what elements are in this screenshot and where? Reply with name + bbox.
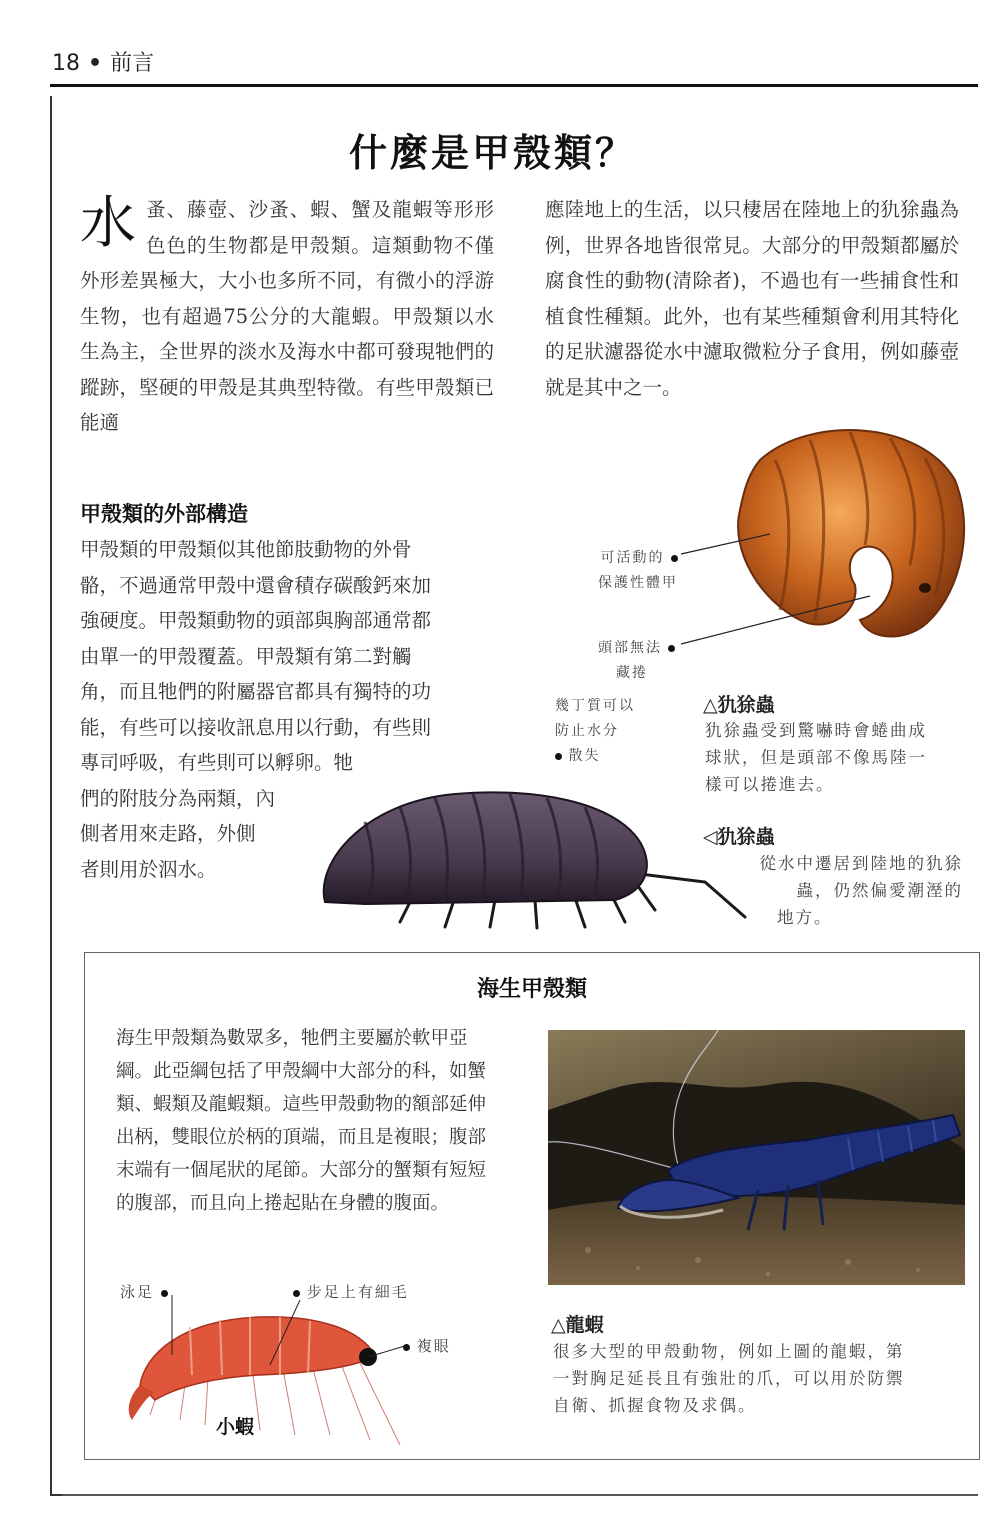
structure-line: 者則用於泅水。 <box>80 857 217 881</box>
label-line: 散失 <box>568 748 601 764</box>
label-head-not-rolled <box>598 636 675 686</box>
caption-line: 地方。 <box>777 908 833 927</box>
marine-line: 類、蝦類及龍蝦類。這些甲殼動物的額部延伸 <box>116 1094 487 1115</box>
label-dot <box>555 753 562 760</box>
page-frame-bottom <box>62 1494 978 1496</box>
isopod-eye <box>919 583 931 593</box>
dropcap: 水 <box>80 191 136 256</box>
page-title: 什麼是甲殼類？ <box>348 130 636 175</box>
label-swimming-legs <box>120 1280 168 1305</box>
label-chitin <box>555 694 635 769</box>
label-line: 頭部無法 <box>598 640 662 656</box>
page-number: 18 <box>52 51 80 76</box>
marine-line: 的腹部，而且向上捲起貼在身體的腹面。 <box>116 1193 450 1214</box>
structure-line: 由單一的甲殼覆蓋。甲殼類有第二對觸 <box>80 644 412 668</box>
caption-line: 自衛、抓握食物及求偶。 <box>553 1396 757 1415</box>
label-text: 複眼 <box>416 1337 451 1355</box>
structure-line: 能，有些可以接收訊息用以行動，有些則 <box>80 715 432 739</box>
structure-line: 專司呼吸，有些則可以孵卵。牠 <box>80 751 354 774</box>
callout-lines-rolled <box>675 530 875 660</box>
caption-line: 從水中遷居到陸地的犰狳 <box>759 854 963 873</box>
triangle-up-icon: △ <box>703 694 718 716</box>
caption-line: 犰狳蟲受到驚嚇時會蜷曲成 <box>705 721 927 740</box>
structure-line: 角，而且牠們的附屬器官都具有獨特的功 <box>80 680 432 703</box>
intro-left-column <box>80 192 494 441</box>
label-compound-eye <box>403 1334 451 1359</box>
lobster-photo <box>548 1030 965 1285</box>
caption-lobster-text <box>553 1338 905 1419</box>
label-dot <box>161 1290 168 1297</box>
caption-line: 一對胸足延長且有強壯的爪，可以用於防禦 <box>553 1369 905 1388</box>
structure-line: 骼，不過通常甲殼中還會積存碳酸鈣來加 <box>80 573 432 597</box>
marine-text <box>116 1022 526 1220</box>
intro-right-column: 應陸地上的生活，以只棲居在陸地上的犰狳蟲為例，世界各地皆很常見。大部分的甲殼類都屬於腐食性的動物(清除者)，不過也有一些捕食性和植食性種類。此外，也有某些種類會利用其特化的足狀濾器從水中濾取微粒分子食用，例如藤壺就是其中之一。 <box>545 198 959 399</box>
marine-title: 海生甲殼類 <box>476 977 587 1002</box>
label-dot <box>293 1290 300 1297</box>
label-movable-armor <box>598 546 678 596</box>
label-dot <box>668 645 675 652</box>
label-dot <box>403 1344 410 1351</box>
label-text: 泳足 <box>120 1283 155 1301</box>
walking-isopod-illustration <box>305 782 755 932</box>
marine-line: 末端有一個尾狀的尾節。大部分的蟹類有短短 <box>116 1160 487 1181</box>
caption-heading-text: 龍蝦 <box>565 1314 604 1336</box>
label-line: 可活動的 <box>600 550 665 566</box>
label-dot <box>671 555 678 562</box>
separator-dot: • <box>88 51 103 76</box>
structure-line: 側者用來走路，外側 <box>80 822 256 845</box>
caption-line: 樣可以捲進去。 <box>705 775 835 794</box>
caption-rolled-heading <box>703 690 775 717</box>
marine-line: 海生甲殼類為數眾多，牠們主要屬於軟甲亞 <box>116 1028 468 1049</box>
intro-left-text: 蚤、藤壺、沙蚤、蝦、蟹及龍蝦等形形色色的生物都是甲殼類。這類動物不僅外形差異極大，大小也多所不同，有微小的浮游生物，也有超過75公分的大龍蝦。甲殼類以水生為主，全世界的淡水及海水中都可發現牠們的蹤跡，堅硬的甲殼是其典型特徵。有些甲殼類已能適 <box>80 198 494 434</box>
label-line: 保護性體甲 <box>598 575 678 591</box>
label-line: 幾丁質可以 <box>555 698 635 714</box>
caption-line: 蟲，仍然偏愛潮溼的 <box>796 881 963 900</box>
page-header <box>52 46 154 77</box>
header-rule <box>50 84 978 87</box>
structure-heading: 甲殼類的外部構造 <box>80 502 248 526</box>
shrimp-name-label: 小蝦 <box>216 1416 255 1438</box>
structure-line: 強硬度。甲殼類動物的頭部與胸部通常都 <box>80 609 432 632</box>
label-line: 防止水分 <box>555 723 619 739</box>
marine-line: 綱。此亞綱包括了甲殼綱中大部分的科，如蟹 <box>116 1061 487 1082</box>
marine-line: 出柄，雙眼位於柄的頂端，而且是複眼；腹部 <box>116 1127 487 1148</box>
caption-heading-text: 犰狳蟲 <box>717 694 775 716</box>
label-line: 藏捲 <box>616 665 648 681</box>
shrimp-illustration <box>110 1295 420 1455</box>
label-text: 步足上有細毛 <box>306 1283 409 1301</box>
caption-line: 很多大型的甲殼動物，例如上圖的龍蝦，第 <box>553 1342 905 1361</box>
section-name: 前言 <box>110 51 155 76</box>
caption-walking-heading <box>703 822 775 849</box>
label-walking-legs-hairs <box>293 1280 409 1305</box>
structure-line: 們的附肢分為兩類，內 <box>80 786 276 810</box>
lobster-illustration <box>548 1030 965 1285</box>
structure-line: 甲殼類的甲殼類似其他節肢動物的外骨 <box>80 538 412 561</box>
caption-line: 球狀，但是頭部不像馬陸一 <box>705 748 927 767</box>
caption-lobster-heading <box>551 1310 604 1337</box>
triangle-left-icon: ◁ <box>703 826 718 848</box>
caption-heading-text: 犰狳蟲 <box>717 826 775 848</box>
triangle-up-icon: △ <box>551 1314 566 1336</box>
caption-walking-text <box>725 850 963 931</box>
